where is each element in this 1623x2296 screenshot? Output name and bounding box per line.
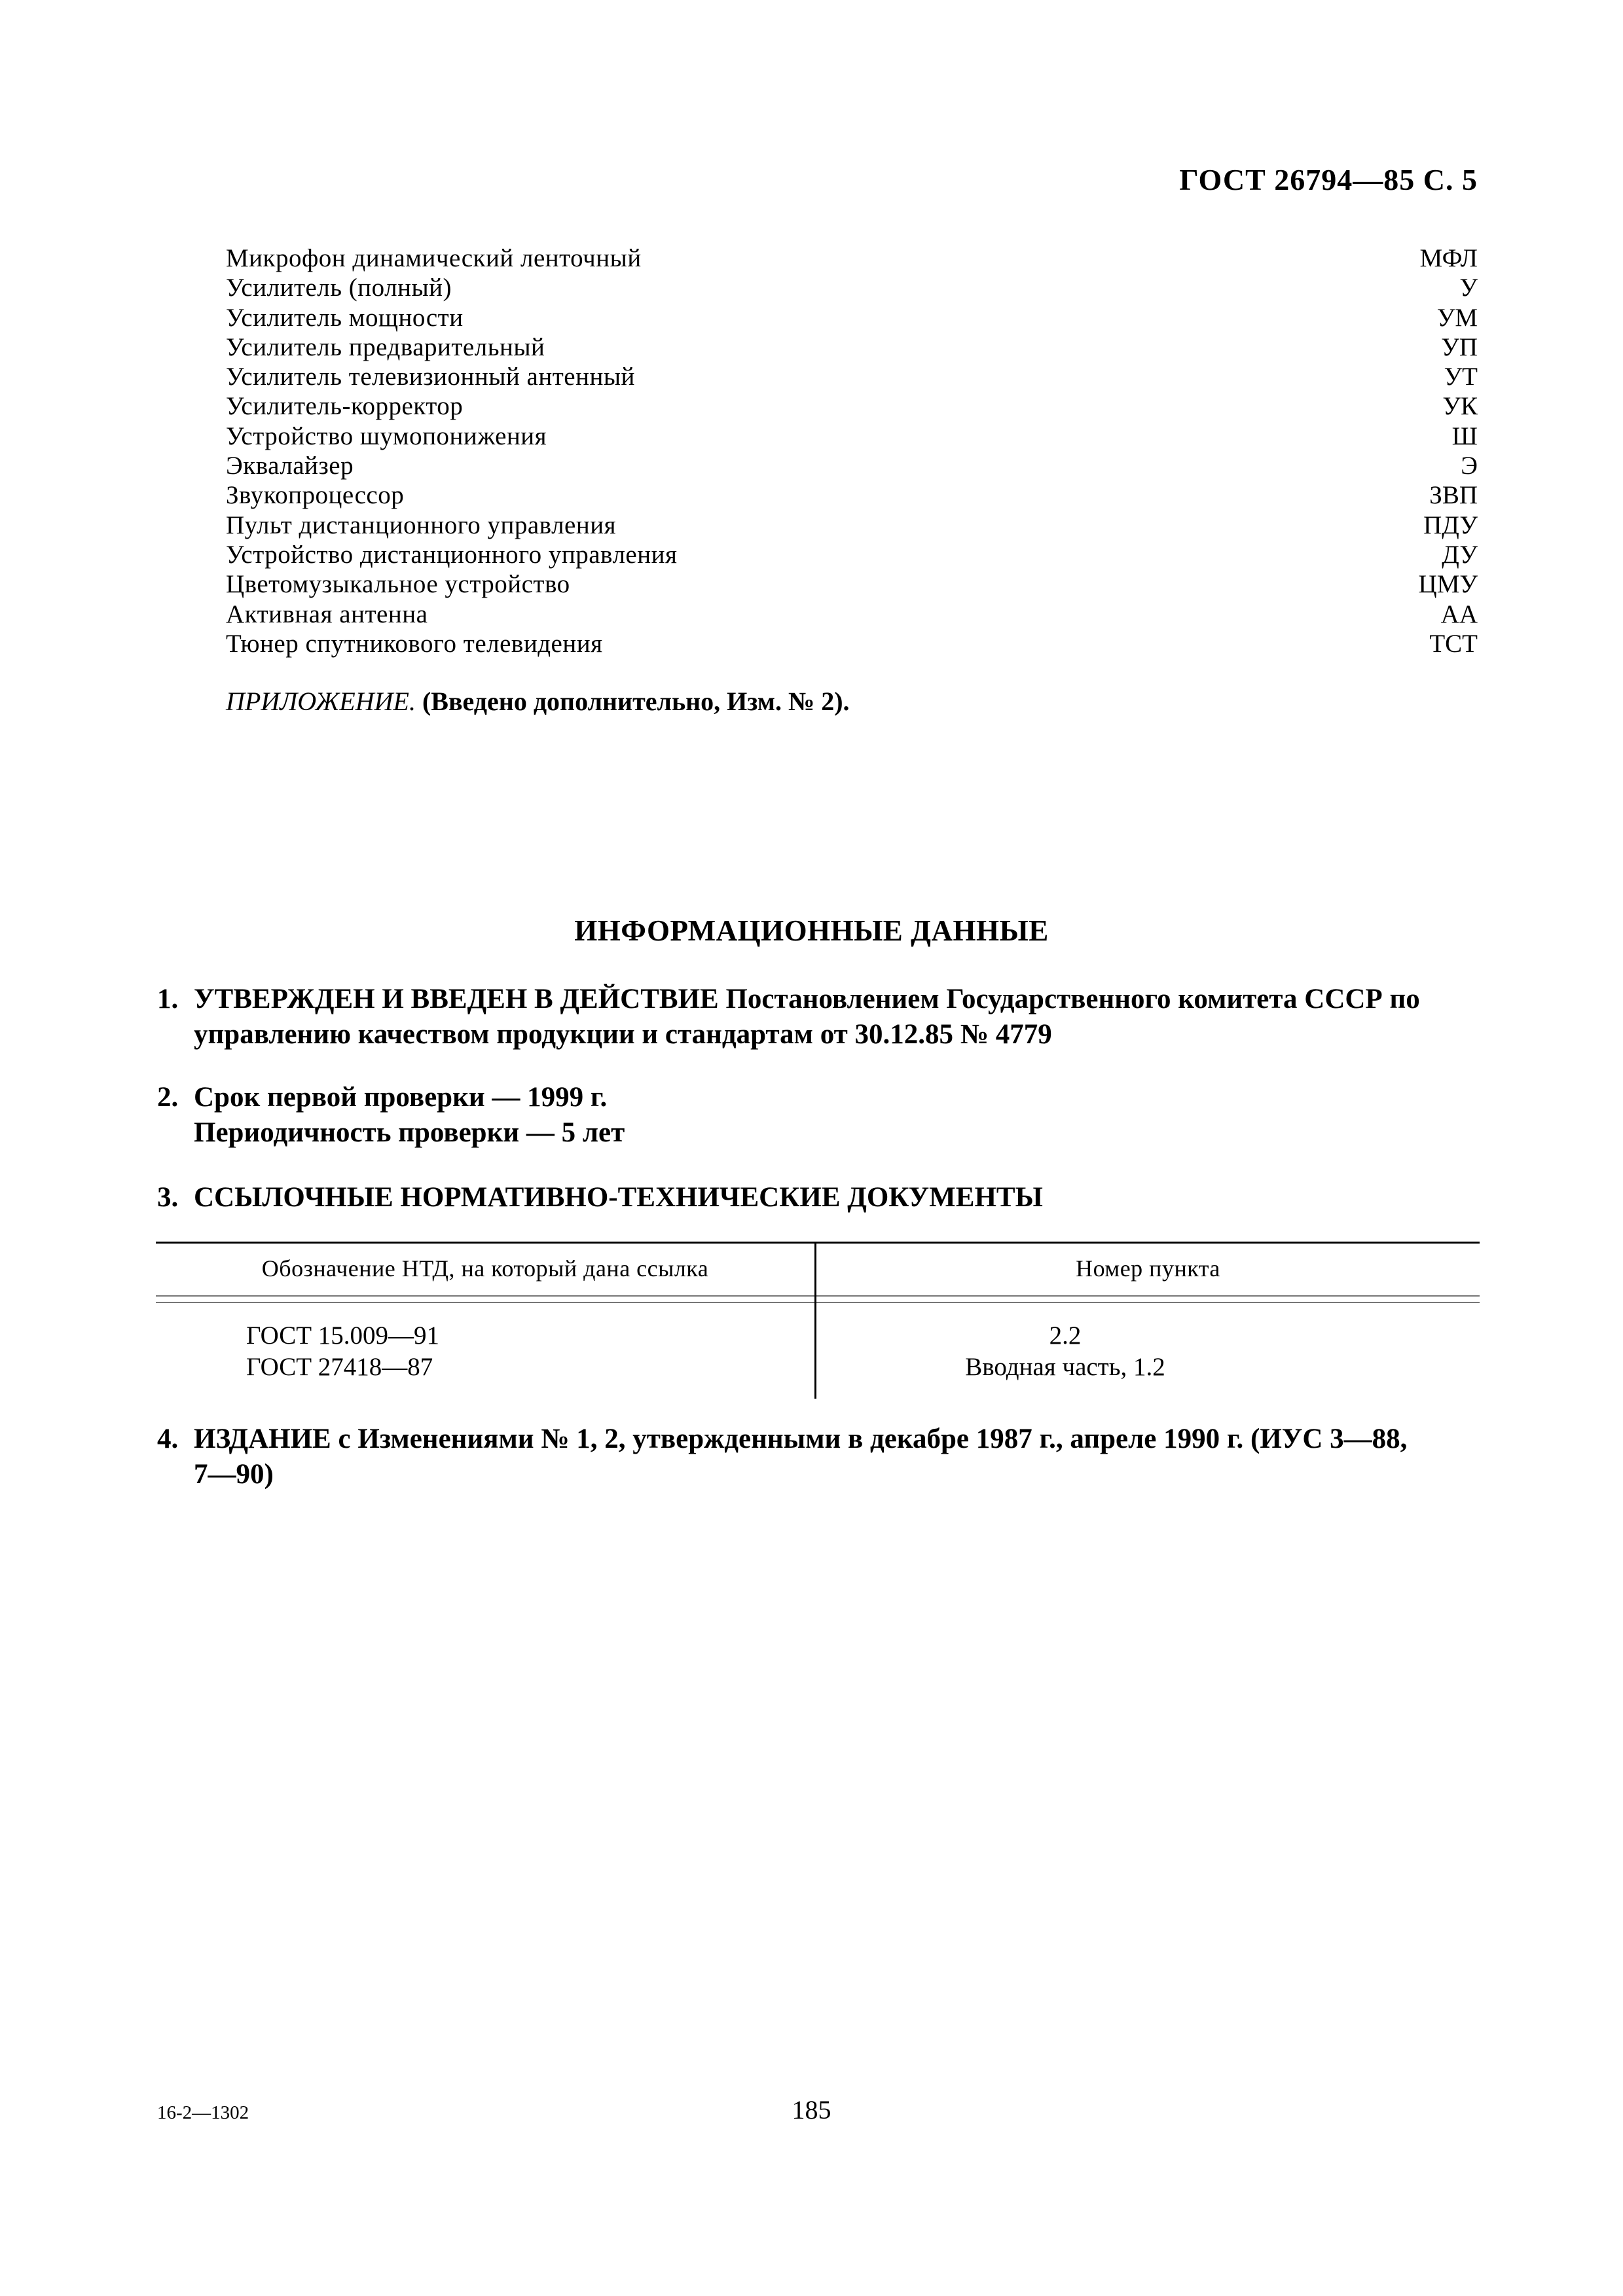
item-line: Срок первой проверки — 1999 г.	[194, 1082, 608, 1113]
table-header-rule	[156, 1302, 1480, 1303]
abbreviation-code: УТ	[1444, 363, 1478, 391]
abbreviation-term: Усилитель-корректор	[226, 392, 464, 421]
item-line: управлению качеством продукции и стандартам от 30.12.85 № 4779	[194, 1019, 1052, 1050]
abbreviation-code: УК	[1442, 392, 1478, 421]
abbreviation-row	[226, 332, 1478, 362]
abbreviation-code: УП	[1441, 332, 1478, 361]
doc-reference-header: ГОСТ 26794—85 С. 5	[1179, 163, 1478, 196]
abbreviation-code: ТСТ	[1429, 629, 1478, 658]
abbreviation-code: ПДУ	[1423, 511, 1478, 539]
abbreviation-row	[226, 480, 1478, 510]
abbreviation-code: Э	[1461, 452, 1478, 480]
table-header-point: Номер пункта	[1076, 1255, 1220, 1282]
abbreviation-row	[226, 303, 1478, 332]
reference-table	[156, 1242, 1480, 1399]
table-cell-document: ГОСТ 15.009—91	[246, 1321, 440, 1350]
abbreviation-code: Ш	[1451, 422, 1478, 450]
abbreviation-term: Эквалайзер	[226, 452, 354, 480]
item-line: ССЫЛОЧНЫЕ НОРМАТИВНО-ТЕХНИЧЕСКИЕ ДОКУМЕНТЫ	[194, 1182, 1043, 1213]
abbreviation-row	[226, 451, 1478, 480]
item-number: 2.	[157, 1082, 179, 1113]
item-number: 1.	[157, 984, 179, 1014]
table-cell-document: ГОСТ 27418—87	[246, 1353, 433, 1381]
abbreviation-row	[226, 629, 1478, 658]
item-line: 7—90)	[194, 1459, 274, 1490]
abbreviation-row	[226, 540, 1478, 569]
abbreviation-term: Усилитель (полный)	[226, 274, 452, 302]
abbreviation-row	[226, 569, 1478, 599]
abbreviation-term: Звукопроцессор	[226, 481, 405, 510]
table-header-rule	[156, 1295, 1480, 1297]
abbreviation-term: Пульт дистанционного управления	[226, 511, 617, 539]
abbreviation-list	[226, 243, 1478, 658]
abbreviation-term: Усилитель мощности	[226, 303, 464, 332]
info-item-review	[157, 1080, 1480, 1151]
abbreviation-row	[226, 362, 1478, 391]
table-cell-point: Вводная часть, 1.2	[965, 1353, 1165, 1381]
abbreviation-code: МФЛ	[1419, 244, 1478, 272]
abbreviation-row	[226, 511, 1478, 540]
item-line: УТВЕРЖДЕН И ВВЕДЕН В ДЕЙСТВИЕ Постановлением Государственного комитета СССР по	[194, 984, 1420, 1014]
abbreviation-term: Активная антенна	[226, 600, 428, 628]
abbreviation-row	[226, 600, 1478, 629]
abbreviation-term: Цветомузыкальное устройство	[226, 570, 570, 599]
table-column-documents	[246, 1320, 439, 1383]
page-number: 185	[792, 2095, 831, 2125]
item-line: ИЗДАНИЕ с Изменениями № 1, 2, утвержденными в декабре 1987 г., апреле 1990 г. (ИУС 3—88,	[194, 1424, 1408, 1454]
item-number: 3.	[157, 1182, 179, 1213]
info-item-references	[157, 1180, 1480, 1215]
appendix-note	[226, 686, 850, 717]
info-item-edition	[157, 1422, 1480, 1492]
abbreviation-term: Тюнер спутникового телевидения	[226, 629, 603, 658]
table-cell-point: 2.2	[1049, 1321, 1082, 1350]
info-section-title: ИНФОРМАЦИОННЫЕ ДАННЫЕ	[574, 914, 1049, 947]
appendix-label: ПРИЛОЖЕНИЕ.	[226, 687, 416, 716]
abbreviation-code: ЦМУ	[1418, 570, 1478, 599]
abbreviation-row	[226, 243, 1478, 273]
abbreviation-code: АА	[1440, 600, 1478, 628]
abbreviation-row	[226, 391, 1478, 421]
footer-print-code: 16-2—1302	[157, 2102, 249, 2123]
appendix-note-text: (Введено дополнительно, Изм. № 2).	[422, 687, 850, 716]
abbreviation-term: Устройство дистанционного управления	[226, 540, 678, 569]
table-column-points	[816, 1320, 1314, 1383]
abbreviation-row	[226, 422, 1478, 451]
info-item-approval	[157, 982, 1480, 1052]
abbreviation-row	[226, 273, 1478, 302]
item-number: 4.	[157, 1424, 179, 1454]
abbreviation-code: УМ	[1436, 303, 1478, 332]
item-line: Периодичность проверки — 5 лет	[194, 1117, 625, 1148]
abbreviation-term: Микрофон динамический ленточный	[226, 244, 642, 272]
table-top-rule	[156, 1242, 1480, 1244]
table-header-document: Обозначение НТД, на который дана ссылка	[261, 1255, 709, 1282]
abbreviation-term: Усилитель телевизионный антенный	[226, 363, 635, 391]
abbreviation-term: Устройство шумопонижения	[226, 422, 547, 450]
abbreviation-code: ДУ	[1442, 540, 1478, 569]
abbreviation-term: Усилитель предварительный	[226, 332, 545, 361]
abbreviation-code: У	[1459, 274, 1478, 302]
abbreviation-code: ЗВП	[1429, 481, 1478, 510]
